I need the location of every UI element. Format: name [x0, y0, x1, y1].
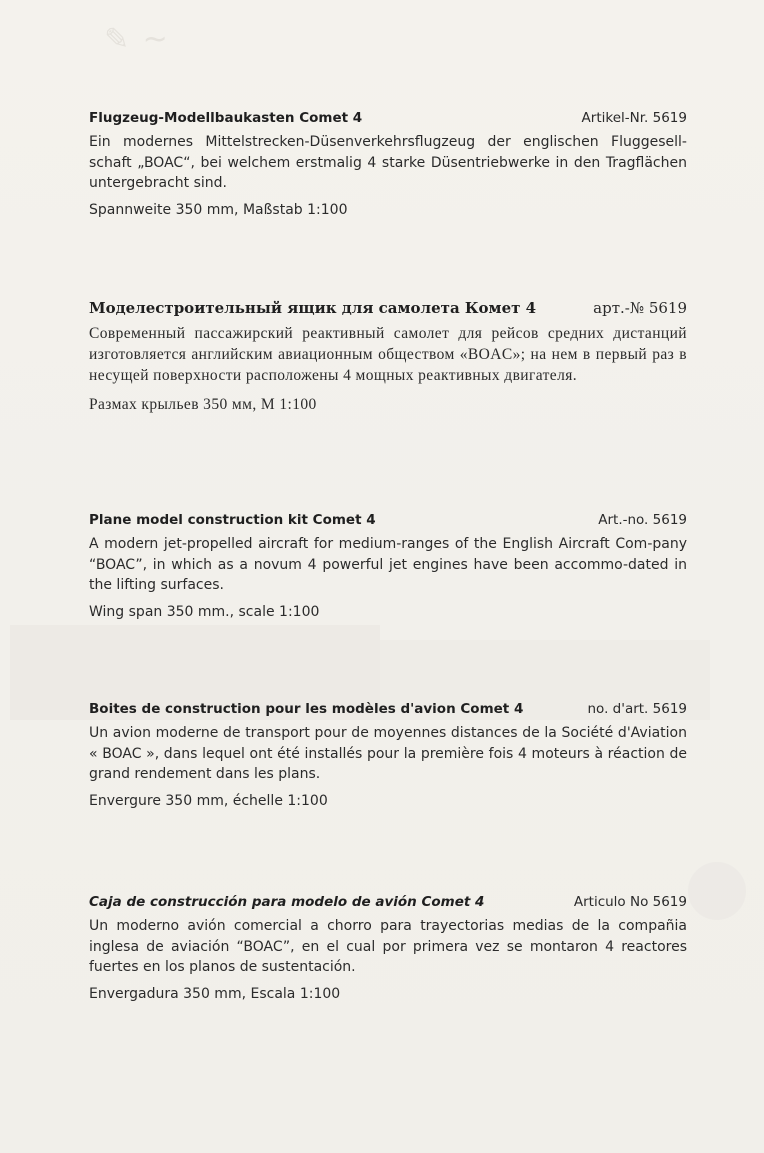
article-number: Art.-no. 5619 [598, 512, 687, 528]
entry-french [89, 701, 687, 809]
bleed-through-mark: ✎ ~ [104, 22, 170, 57]
entry-title: Plane model construction kit Comet 4 [89, 512, 376, 528]
entry-description: Ein modernes Mittelstrecken-Düsenverkehrsflugzeug der englischen Fluggesell-schaft „BOAC“, bei welchem erstmalig 4 starke Düsentriebwerke in den Tragflächen untergebracht sind. [89, 134, 687, 191]
entry-specs: Wing span 350 mm., scale 1:100 [89, 603, 320, 620]
entry-specs: Spannweite 350 mm, Maßstab 1:100 [89, 201, 348, 218]
entry-title: Boites de construction pour les modèles d'avion Comet 4 [89, 701, 524, 717]
entry-header [89, 894, 687, 910]
article-number: арт.-№ 5619 [593, 299, 687, 317]
entry-title: Моделестроительный ящик для самолета Комет 4 [89, 299, 537, 317]
article-number: no. d'art. 5619 [587, 701, 687, 717]
entry-description: Un moderno avión comercial a chorro para trayectorias medias de la compañia inglesa de aviación “BOAC”, en el cual por primera vez se montaron 4 reactores fuertes en los planos de sustentación. [89, 918, 687, 975]
entry-title: Flugzeug-Modellbaukasten Comet 4 [89, 110, 363, 126]
entry-header [89, 299, 687, 317]
article-number: Artikel-Nr. 5619 [581, 110, 687, 126]
entry-specs: Envergadura 350 mm, Escala 1:100 [89, 985, 341, 1002]
entry-description: Un avion moderne de transport pour de moyennes distances de la Société d'Aviation « BOAC », dans lequel ont été installés pour la première fois 4 moteurs à réaction de grand rendement dans les plans. [89, 725, 687, 782]
bleed-through-logo [688, 862, 746, 920]
entry-title: Caja de construcción para modelo de avión Comet 4 [89, 894, 485, 910]
entry-specs: Envergure 350 mm, échelle 1:100 [89, 792, 328, 809]
entry-description: A modern jet-propelled aircraft for medium-ranges of the English Aircraft Com-pany “BOAC”, in which as a novum 4 powerful jet engines have been accommo-dated in the lifting surfaces. [89, 536, 687, 593]
entry-german [89, 110, 687, 218]
article-number: Articulo No 5619 [573, 894, 687, 910]
entry-description: Современный пассажирский реактивный самолет для рейсов средних дистанций изготовляется английским авиационным обществом «BOAC»; на нем в первый раз в несущей поверхности расположены 4 мощных реактивных двигателя. [89, 325, 687, 384]
entry-english [89, 512, 687, 620]
entry-specs: Размах крыльев 350 мм, М 1:100 [89, 396, 317, 413]
entry-header [89, 701, 687, 717]
entry-header [89, 110, 687, 126]
entry-header [89, 512, 687, 528]
entry-spanish [89, 894, 687, 1002]
entry-russian [89, 299, 687, 415]
